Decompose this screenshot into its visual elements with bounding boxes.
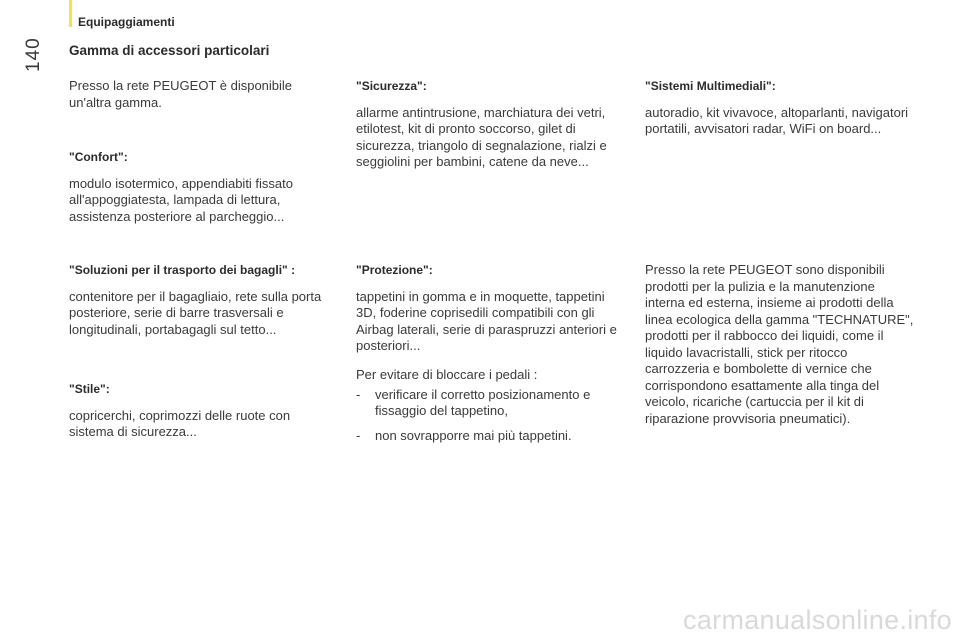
multimedia-section [645, 78, 915, 138]
pulizia-text: Presso la rete PEUGEOT sono disponibili prodotti per la pulizia e la manutenzione interna ed esterna, insieme ai prodotti della linea ecologica della gamma "TECHNATURE", prodotti per il rabbocco dei liquidi, come il liquido lavacristalli, stick per ritocco carrozzeria e bombolette di vernice che corrispondono esattamente alla tinga del veicolo, ricariche (cartuccia per il kit di riparazione provvisoria pneumatici). [645, 262, 914, 426]
watermark-text: carmanualsonline.info [683, 605, 952, 635]
multimedia-heading: "Sistemi Multimediali": [645, 79, 776, 93]
bagagli-heading: "Soluzioni per il trasporto dei bagagli" : [69, 263, 296, 277]
list-item [356, 387, 626, 420]
section-accent-bar [69, 0, 72, 27]
sicurezza-section [356, 78, 626, 171]
page-number: 140 [23, 37, 44, 72]
intro-paragraph [69, 78, 337, 111]
sicurezza-heading: "Sicurezza": [356, 79, 427, 93]
sicurezza-text: allarme antintrusione, marchiatura dei vetri, etilotest, kit di pronto soccorso, gilet di sicurezza, triangolo di segnalazione, rialzi e seggiolini per bambini, catene da neve... [356, 104, 607, 169]
list-item [356, 428, 626, 445]
bagagli-section [69, 262, 337, 338]
pedali-intro: Per evitare di bloccare i pedali : [356, 367, 538, 382]
stile-section [69, 381, 337, 441]
page-title: Gamma di accessori particolari [69, 43, 270, 58]
list-item-text: non sovrapporre mai più tappetini. [375, 427, 572, 443]
stile-heading: "Stile": [69, 382, 110, 396]
confort-heading: "Confort": [69, 150, 128, 164]
protezione-heading: "Protezione": [356, 263, 433, 277]
protezione-section [356, 262, 626, 355]
list-item-text: verificare il corretto posizionamento e fissaggio del tappetino, [375, 386, 591, 418]
section-label: Equipaggiamenti [78, 15, 175, 29]
list-dash: - [356, 427, 361, 443]
protezione-text: tappetini in gomma e in moquette, tappetini 3D, foderine coprisedili compatibili con gli Airbag laterali, serie di paraspruzzi anteriori e posteriori... [356, 288, 617, 353]
list-dash: - [356, 386, 361, 402]
pedali-warning [356, 367, 626, 444]
bagagli-text: contenitore per il bagagliaio, rete sulla porta posteriore, serie di barre trasversali e longitudinali, portabagagli sul tetto... [69, 288, 322, 337]
confort-text: modulo isotermico, appendiabiti fissato all'appoggiatesta, lampada di lettura, assistenza posteriore al parcheggio... [69, 175, 294, 224]
pulizia-paragraph [645, 262, 915, 427]
multimedia-text: autoradio, kit vivavoce, altoparlanti, navigatori portatili, avvisatori radar, WiFi on board... [645, 104, 909, 136]
pedali-list [356, 387, 626, 445]
stile-text: copricerchi, coprimozzi delle ruote con sistema di sicurezza... [69, 407, 291, 439]
intro-text: Presso la rete PEUGEOT è disponibile un'altra gamma. [69, 78, 293, 110]
confort-section [69, 149, 337, 225]
